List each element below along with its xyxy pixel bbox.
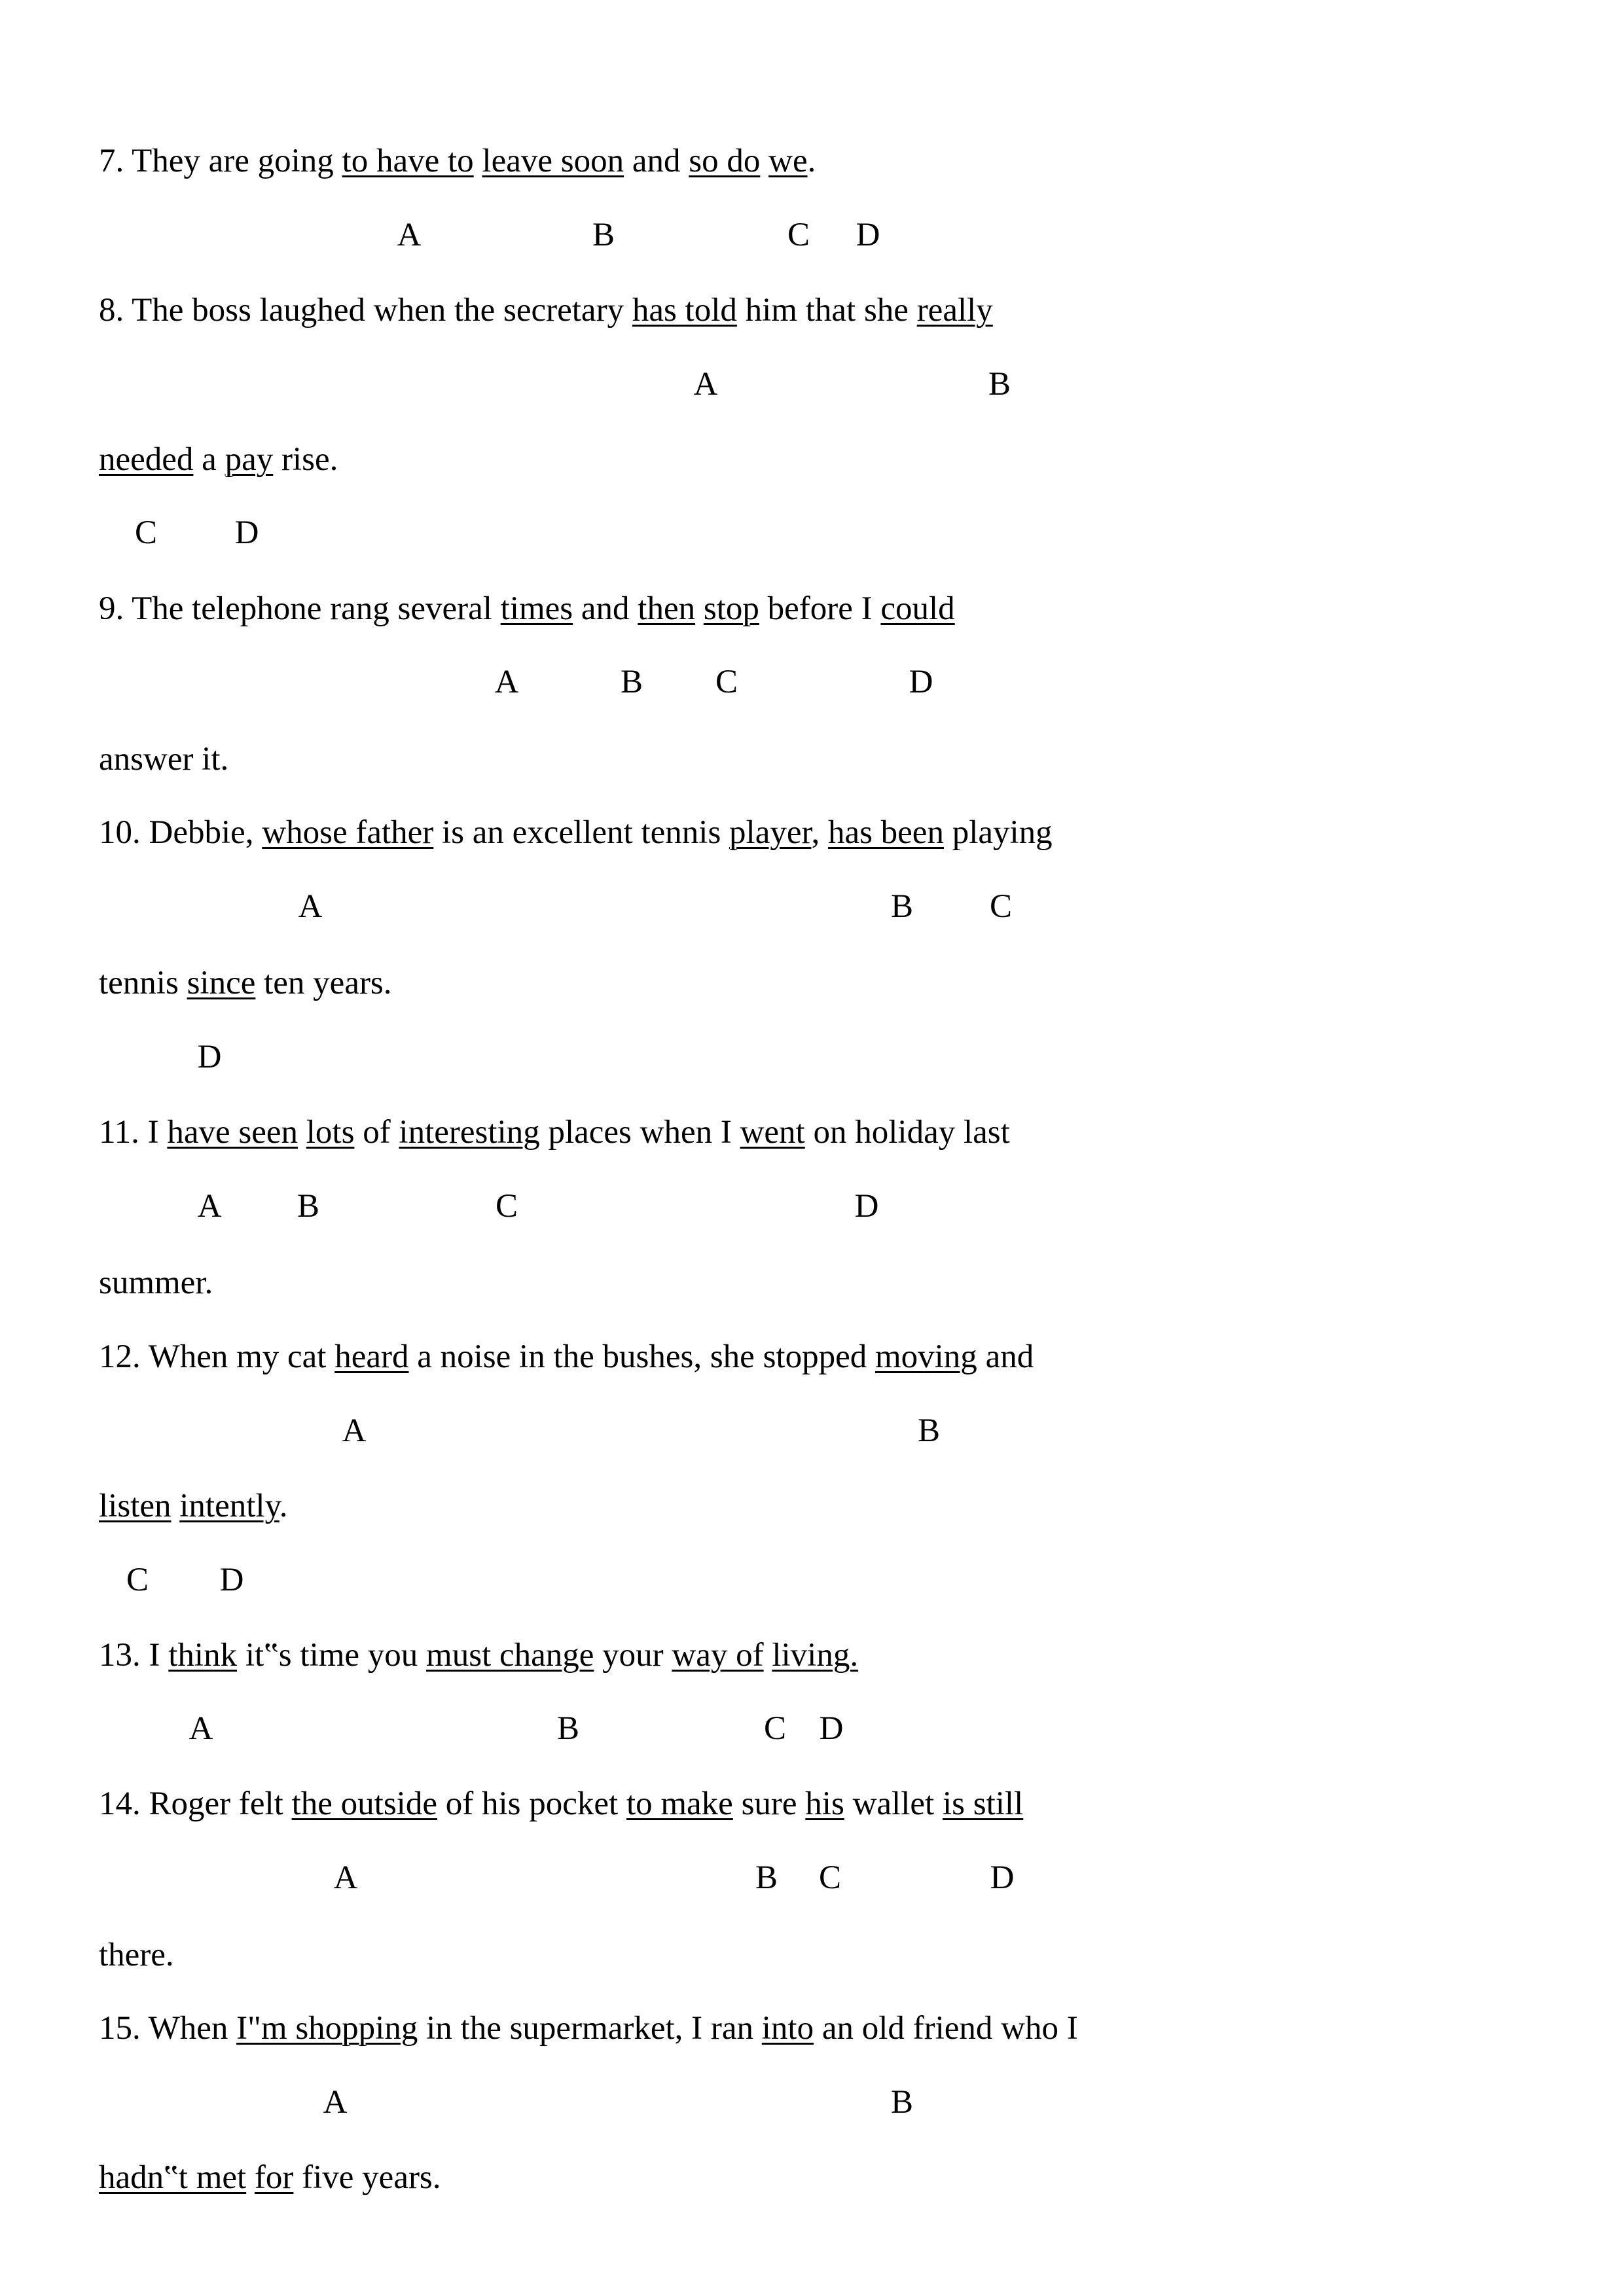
option-letter-a: A: [342, 1412, 367, 1449]
underlined-option-text: listen: [99, 1488, 171, 1524]
sentence-text: there.: [99, 1937, 174, 1973]
option-letter-a: A: [693, 366, 718, 403]
option-letter-a: A: [397, 217, 422, 253]
option-letter-c: C: [763, 1710, 787, 1747]
underlined-option-text: moving: [875, 1338, 977, 1375]
underlined-option-text: hadn‟t met: [99, 2159, 247, 2196]
sentence-text: [171, 1488, 180, 1524]
option-letter-b: B: [297, 1188, 320, 1225]
sentence-text: in the supermarket, I ran: [418, 2010, 762, 2047]
sentence-text: .: [807, 143, 816, 179]
sentence-text: it‟s time you: [237, 1637, 427, 1674]
option-letter-a: A: [298, 888, 323, 925]
sentence-text: a: [193, 441, 225, 478]
underlined-option-text: the outside: [291, 1785, 437, 1822]
option-letter-c: C: [818, 1859, 842, 1896]
underlined-option-text: pay: [225, 441, 274, 478]
sentence-text: [760, 143, 768, 179]
sentence-text: of his pocket: [437, 1785, 626, 1822]
underlined-option-text: stop: [703, 590, 759, 627]
option-letter-b: B: [620, 664, 643, 700]
sentence-text: 11. I: [99, 1114, 168, 1151]
sentence-text: before I: [759, 590, 881, 627]
sentence-text: your: [594, 1637, 672, 1674]
sentence-text: 15. When: [99, 2010, 237, 2047]
sentence-text: ,: [811, 814, 828, 851]
option-letter-d: D: [819, 1710, 844, 1747]
underlined-option-text: living.: [772, 1637, 859, 1674]
sentence-text: 14. Roger felt: [99, 1785, 292, 1822]
sentence-text: five years.: [293, 2159, 441, 2196]
underlined-option-text: went: [740, 1114, 805, 1151]
sentence-text: an old friend who I: [814, 2010, 1078, 2047]
sentence-text: sure: [732, 1785, 806, 1822]
underlined-option-text: into: [761, 2010, 814, 2047]
option-letter-d: D: [234, 514, 259, 551]
sentence-text: 10. Debbie,: [99, 814, 262, 851]
option-letter-c: C: [989, 888, 1013, 925]
sentence-text: [764, 1637, 772, 1674]
sentence-text: rise.: [273, 441, 338, 478]
sentence-text: him that she: [736, 292, 917, 329]
underlined-option-text: has told: [632, 292, 737, 329]
underlined-option-text: has been: [827, 814, 944, 851]
option-letter-c: C: [134, 514, 158, 551]
sentence-text: and: [977, 1338, 1034, 1375]
underlined-option-text: interesting: [399, 1114, 540, 1151]
option-letter-a: A: [494, 664, 519, 700]
sentence-text: 7. They are going: [99, 143, 342, 179]
sentence-line: [99, 1636, 858, 1675]
sentence-text: 12. When my cat: [99, 1338, 335, 1375]
option-letter-c: C: [787, 217, 810, 253]
sentence-line: [99, 740, 228, 779]
option-letter-b: B: [890, 2084, 914, 2121]
sentence-line: [99, 291, 993, 330]
option-letter-b: B: [592, 217, 615, 253]
underlined-option-text: to make: [626, 1785, 733, 1822]
sentence-text: 9. The telephone rang several: [99, 590, 501, 627]
underlined-option-text: for: [254, 2159, 294, 2196]
option-letter-a: A: [189, 1710, 213, 1747]
sentence-line: [99, 1486, 288, 1526]
underlined-option-text: leave soon: [482, 143, 624, 179]
underlined-option-text: player: [729, 814, 812, 851]
option-letter-d: D: [990, 1859, 1015, 1896]
sentence-line: [99, 141, 816, 181]
sentence-text: ten years.: [255, 965, 392, 1001]
sentence-text: and: [624, 143, 689, 179]
sentence-text: tennis: [99, 965, 187, 1001]
underlined-option-text: is still: [942, 1785, 1024, 1822]
sentence-line: [99, 589, 955, 628]
underlined-option-text: his: [805, 1785, 844, 1822]
underlined-option-text: since: [187, 965, 256, 1001]
sentence-text: .: [279, 1488, 288, 1524]
sentence-text: [474, 143, 482, 179]
sentence-text: summer.: [99, 1265, 213, 1301]
option-letter-c: C: [126, 1562, 149, 1598]
underlined-option-text: way of: [672, 1637, 764, 1674]
underlined-option-text: whose father: [262, 814, 434, 851]
underlined-option-text: lots: [306, 1114, 355, 1151]
option-letter-c: C: [495, 1188, 518, 1225]
underlined-option-text: needed: [99, 441, 194, 478]
sentence-text: playing: [943, 814, 1053, 851]
option-letter-a: A: [323, 2084, 348, 2121]
sentence-text: wallet: [844, 1785, 943, 1822]
underlined-option-text: then: [638, 590, 696, 627]
underlined-option-text: intently: [179, 1488, 280, 1524]
option-letter-a: A: [333, 1859, 358, 1896]
sentence-text: on holiday last: [804, 1114, 1010, 1151]
option-letter-b: B: [890, 888, 914, 925]
underlined-option-text: we: [768, 143, 808, 179]
sentence-line: [99, 963, 392, 1003]
sentence-line: [99, 440, 338, 479]
option-letter-b: B: [988, 366, 1011, 403]
sentence-text: [246, 2159, 255, 2196]
underlined-option-text: really: [916, 292, 993, 329]
underlined-option-text: to have to: [342, 143, 474, 179]
sentence-line: [99, 2009, 1078, 2048]
sentence-line: [99, 1784, 1023, 1823]
underlined-option-text: so do: [689, 143, 761, 179]
sentence-text: [298, 1114, 306, 1151]
sentence-text: answer it.: [99, 741, 229, 778]
sentence-text: a noise in the bushes, she stopped: [408, 1338, 875, 1375]
sentence-text: of: [354, 1114, 399, 1151]
sentence-line: [99, 1337, 1034, 1376]
underlined-option-text: must change: [426, 1637, 594, 1674]
option-letter-c: C: [715, 664, 738, 700]
underlined-option-text: think: [168, 1637, 238, 1674]
underlined-option-text: heard: [334, 1338, 409, 1375]
option-letter-d: D: [854, 1188, 879, 1225]
sentence-text: and: [573, 590, 638, 627]
sentence-text: 13. I: [99, 1637, 169, 1674]
underlined-option-text: I"m shopping: [236, 2010, 418, 2047]
sentence-line: [99, 1935, 174, 1975]
option-letter-a: A: [197, 1188, 222, 1225]
sentence-line: [99, 813, 1053, 852]
sentence-line: [99, 1113, 1010, 1152]
option-letter-d: D: [856, 217, 880, 253]
sentence-text: 8. The boss laughed when the secretary: [99, 292, 632, 329]
option-letter-b: B: [556, 1710, 580, 1747]
sentence-line: [99, 2158, 441, 2197]
option-letter-d: D: [219, 1562, 244, 1598]
sentence-text: is an excellent tennis: [433, 814, 730, 851]
option-letter-b: B: [755, 1859, 778, 1896]
option-letter-d: D: [197, 1039, 222, 1075]
underlined-option-text: have seen: [167, 1114, 298, 1151]
sentence-text: places when I: [539, 1114, 740, 1151]
option-letter-b: B: [917, 1412, 941, 1449]
sentence-text: [695, 590, 704, 627]
option-letter-d: D: [909, 664, 933, 700]
sentence-line: [99, 1263, 213, 1302]
underlined-option-text: times: [500, 590, 573, 627]
underlined-option-text: could: [880, 590, 955, 627]
